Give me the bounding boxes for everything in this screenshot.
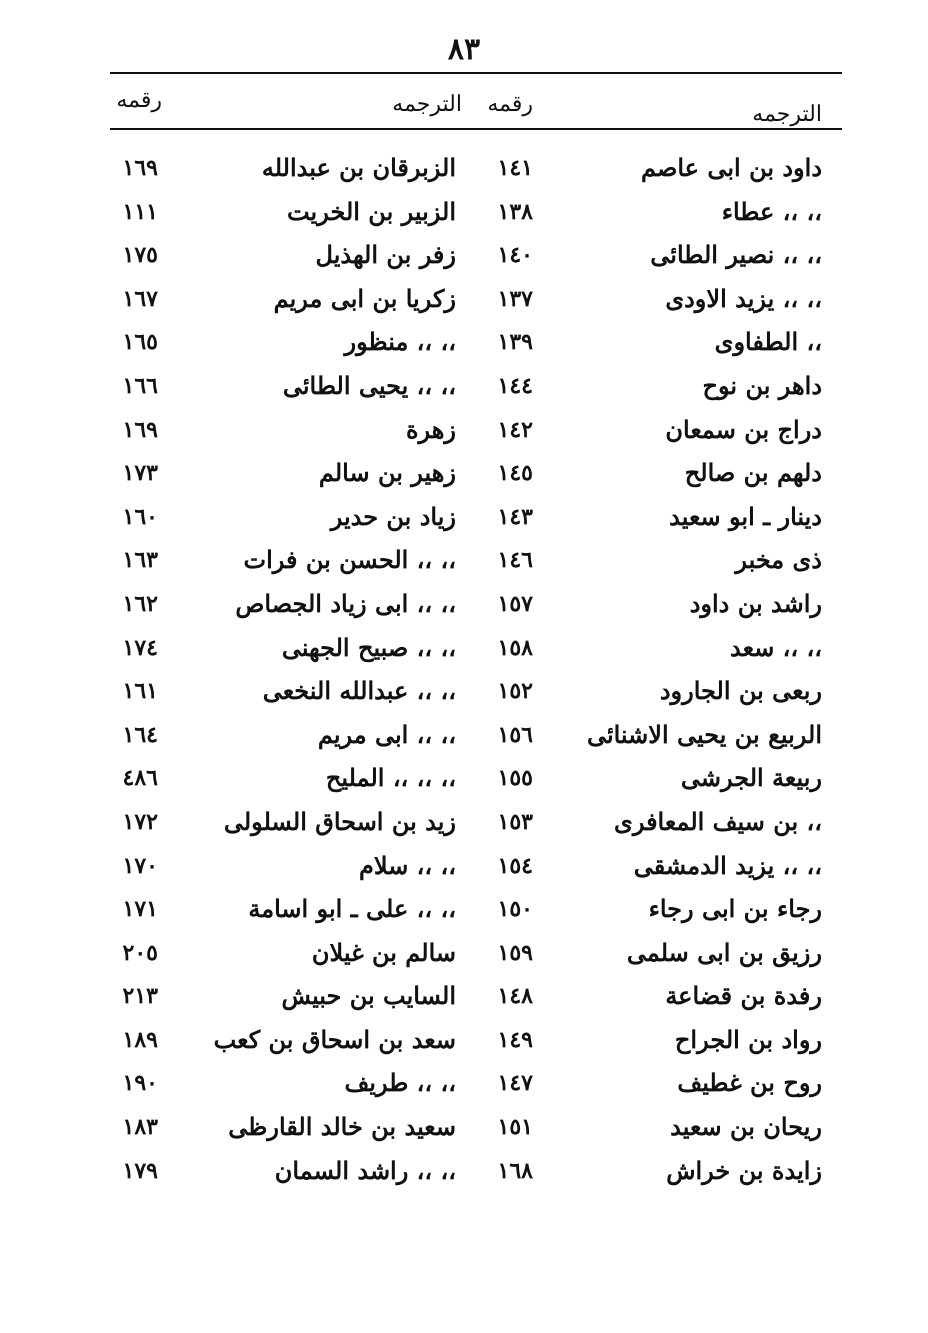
- entry-name-col-2: ،، ،، صبیح الجهنی: [281, 632, 456, 662]
- entry-number-col-1: ١٤٤: [497, 372, 533, 399]
- entry-name-col-2: زهیر بن سالم: [318, 458, 456, 488]
- header-name-col-1: الترجمه: [752, 102, 822, 127]
- table-header: [0, 84, 928, 127]
- header-number-col-2: رقمه: [116, 88, 162, 113]
- table-row: [0, 366, 928, 410]
- entry-name-col-1: راشد بن داود: [689, 588, 822, 618]
- entry-number-col-2: ٢١٣: [122, 983, 158, 1010]
- table-row: [0, 192, 928, 236]
- entry-name-col-2: ،، ،، علی ـ ابو اسامة: [248, 894, 456, 924]
- entry-name-col-1: الربیع بن یحیی الاشنائی: [586, 719, 822, 749]
- entry-number-col-2: ١٦٥: [122, 329, 158, 356]
- entry-number-col-1: ١٥٨: [497, 634, 533, 661]
- table-row: [0, 584, 928, 628]
- table-row: [0, 322, 928, 366]
- entry-number-col-1: ١٥٥: [497, 765, 533, 792]
- entry-name-col-2: ،، ،، ابی مریم: [317, 719, 456, 749]
- table-row: [0, 497, 928, 541]
- entry-number-col-2: ١٦٠: [122, 503, 158, 530]
- header-name-col-2: الترجمه: [392, 92, 462, 117]
- entry-name-col-2: الزبرقان بن عبدالله: [261, 153, 456, 182]
- table-row: [0, 671, 928, 715]
- entry-name-col-1: رجاء بن ابی رجاء: [648, 894, 822, 924]
- entry-name-col-1: ،، بن سیف المعافری: [614, 806, 822, 836]
- entry-name-col-2: ،، ،، الحسن بن فرات: [243, 545, 456, 575]
- table-row: [0, 628, 928, 672]
- entry-number-col-2: ١٨٣: [122, 1114, 158, 1141]
- table-row: [0, 540, 928, 584]
- entry-number-col-1: ١٥٣: [497, 808, 533, 835]
- entry-number-col-1: ١٤٧: [497, 1070, 533, 1097]
- entry-name-col-1: دراج بن سمعان: [665, 414, 822, 444]
- entry-number-col-1: ١٥٧: [497, 590, 533, 617]
- entry-name-col-2: سعید بن خالد القارظی: [228, 1112, 456, 1142]
- entry-name-col-2: ،، ،، ابی زیاد الجصاص: [235, 588, 456, 618]
- table-row: [0, 148, 928, 192]
- entry-name-col-1: ربعی بن الجارود: [659, 676, 822, 706]
- entry-name-col-2: ،، ،، منظور: [344, 327, 456, 357]
- entry-name-col-1: داود بن ابی عاصم: [641, 153, 822, 182]
- entry-number-col-2: ١٦١: [122, 678, 158, 705]
- table-row: [0, 802, 928, 846]
- entry-number-col-2: ١٩٠: [122, 1070, 158, 1097]
- entry-number-col-1: ١٤٣: [497, 503, 533, 530]
- entry-name-col-1: ،، ،، عطاء: [721, 196, 822, 226]
- entry-name-col-2: زیاد بن حدیر: [330, 501, 456, 531]
- entry-name-col-2: ،، ،، راشد السمان: [274, 1155, 456, 1185]
- page-number: ٨٣: [447, 32, 481, 67]
- entry-name-col-1: روح بن غطیف: [677, 1068, 822, 1098]
- entry-name-col-1: رزیق بن ابی سلمی: [626, 937, 822, 967]
- entry-name-col-2: سعد بن اسحاق بن کعب: [213, 1024, 456, 1054]
- entry-number-col-2: ١٧٢: [122, 808, 158, 835]
- entry-name-col-2: السایب بن حبیش: [281, 981, 456, 1011]
- entry-name-col-1: ،، ،، سعد: [730, 632, 822, 662]
- entry-number-col-1: ١٣٨: [497, 198, 533, 225]
- entry-number-col-2: ١٦٩: [122, 416, 158, 443]
- entry-number-col-1: ١٥٩: [497, 939, 533, 966]
- entry-name-col-2: سالم بن غیلان: [311, 937, 456, 967]
- entry-number-col-1: ١٥٠: [497, 896, 533, 923]
- table-row: [0, 889, 928, 933]
- table-row: [0, 715, 928, 759]
- entry-number-col-2: ١٧٩: [122, 1157, 158, 1184]
- entry-name-col-1: ،، ،، نصیر الطائی: [650, 240, 822, 270]
- entry-name-col-1: ذی مخبر: [735, 545, 822, 575]
- entry-name-col-2: ،، ،، ،، الملیح: [325, 763, 456, 793]
- entry-number-col-2: ١٦٢: [122, 590, 158, 617]
- entry-name-col-1: ،، الطفاوی: [714, 327, 822, 357]
- entry-number-col-1: ١٤٢: [497, 416, 533, 443]
- entry-number-col-1: ١٤٨: [497, 983, 533, 1010]
- entry-number-col-1: ١٥٢: [497, 678, 533, 705]
- entry-name-col-2: ،، ،، سلام: [359, 850, 456, 880]
- entry-name-col-1: دینار ـ ابو سعید: [669, 501, 822, 531]
- entry-number-col-2: ١٧٥: [122, 242, 158, 269]
- entry-number-col-2: ١٧١: [122, 896, 158, 923]
- entry-name-col-1: داهر بن نوح: [702, 370, 822, 400]
- entry-name-col-1: رواد بن الجراح: [674, 1024, 822, 1054]
- entry-name-col-2: ،، ،، عبدالله النخعی: [262, 676, 456, 706]
- entry-name-col-2: زکریا بن ابی مریم: [273, 283, 456, 313]
- entry-number-col-2: ١٧٠: [122, 852, 158, 879]
- entry-number-col-1: ١٥١: [497, 1114, 533, 1141]
- entry-name-col-2: الزبیر بن الخریت: [286, 196, 456, 226]
- entry-number-col-2: ١٦٣: [122, 547, 158, 574]
- top-rule: [110, 72, 842, 74]
- table-row: [0, 976, 928, 1020]
- table-row: [0, 279, 928, 323]
- table-row: [0, 1151, 928, 1195]
- table-row: [0, 1020, 928, 1064]
- entry-number-col-2: ٤٨٦: [122, 765, 158, 792]
- entry-name-col-1: ،، ،، یزید الدمشقی: [633, 850, 822, 880]
- entry-number-col-2: ١٦٦: [122, 372, 158, 399]
- table-row: [0, 846, 928, 890]
- entry-name-col-1: ،، ،، یزید الاودی: [665, 283, 822, 313]
- entry-number-col-2: ١١١: [122, 198, 158, 225]
- entry-number-col-2: ١٨٩: [122, 1026, 158, 1053]
- entry-name-col-2: زهرة: [405, 414, 456, 444]
- entry-number-col-2: ١٦٧: [122, 285, 158, 312]
- entry-number-col-1: ١٥٤: [497, 852, 533, 879]
- entry-number-col-1: ١٤٥: [497, 460, 533, 487]
- entry-name-col-2: ،، ،، طریف: [344, 1068, 456, 1098]
- table-row: [0, 933, 928, 977]
- entry-name-col-2: زفر بن الهذیل: [315, 240, 456, 270]
- entry-number-col-1: ١٤٦: [497, 547, 533, 574]
- entry-number-col-2: ٢٠٥: [122, 939, 158, 966]
- table-row: [0, 1107, 928, 1151]
- entry-number-col-2: ١٦٤: [122, 721, 158, 748]
- entry-number-col-1: ١٤٠: [497, 242, 533, 269]
- header-number-col-1: رقمه: [487, 92, 533, 117]
- entry-name-col-1: زایدة بن خراش: [666, 1155, 822, 1185]
- entry-number-col-1: ١٤٩: [497, 1026, 533, 1053]
- entry-number-col-1: ١٤١: [497, 155, 533, 181]
- entry-number-col-2: ١٧٤: [122, 634, 158, 661]
- table-row: [0, 453, 928, 497]
- entry-number-col-1: ١٣٩: [497, 329, 533, 356]
- entry-name-col-1: ریحان بن سعید: [670, 1112, 822, 1142]
- entry-number-col-2: ١٧٣: [122, 460, 158, 487]
- entry-name-col-2: زید بن اسحاق السلولی: [223, 806, 456, 836]
- entry-number-col-1: ١٣٧: [497, 285, 533, 312]
- entry-number-col-1: ١٦٨: [497, 1157, 533, 1184]
- header-rule: [110, 128, 842, 130]
- entry-name-col-2: ،، ،، یحیی الطائی: [282, 370, 456, 400]
- table-row: [0, 1063, 928, 1107]
- table-row: [0, 758, 928, 802]
- entry-name-col-1: ربیعة الجرشی: [680, 763, 822, 793]
- entry-number-col-2: ١٦٩: [122, 155, 158, 181]
- table-row: [0, 235, 928, 279]
- entry-name-col-1: دلهم بن صالح: [684, 458, 822, 488]
- entry-name-col-1: رفدة بن قضاعة: [665, 981, 822, 1011]
- entry-number-col-1: ١٥٦: [497, 721, 533, 748]
- entries-table: [0, 148, 928, 1194]
- table-row: [0, 410, 928, 454]
